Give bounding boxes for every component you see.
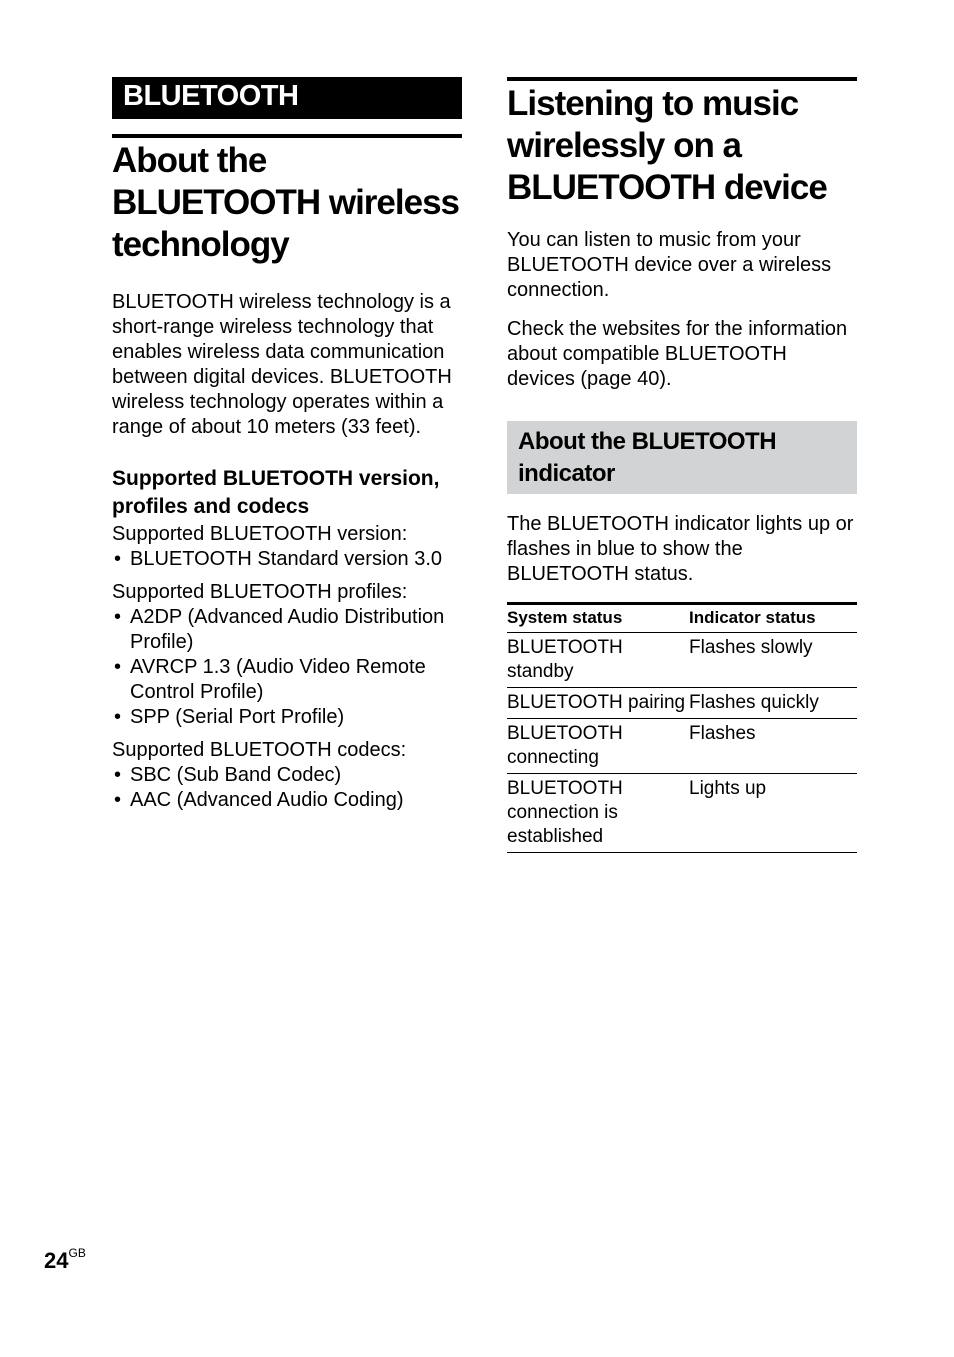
page-number-suffix: GB — [68, 1246, 86, 1260]
list-item: • A2DP (Advanced Audio Distribution Profile) — [112, 605, 462, 655]
list-item: • AAC (Advanced Audio Coding) — [112, 788, 462, 813]
list-item: • BLUETOOTH Standard version 3.0 — [112, 547, 462, 572]
version-label: Supported BLUETOOTH version: — [112, 523, 408, 545]
supported-subheading: Supported BLUETOOTH version, profiles and codecs — [112, 467, 440, 518]
status-table — [507, 602, 857, 853]
section-label: BLUETOOTH — [112, 77, 462, 119]
left-title: About the BLUETOOTH wireless technology — [112, 134, 462, 266]
profiles-list — [112, 605, 462, 730]
codecs-label: Supported BLUETOOTH codecs: — [112, 739, 407, 761]
column-header: System status — [507, 604, 689, 633]
table-row — [507, 688, 857, 719]
table-cell: BLUETOOTH pairing — [507, 688, 689, 719]
table-cell: BLUETOOTH connection is established — [507, 774, 689, 853]
table-row — [507, 719, 857, 774]
right-title: Listening to music wirelessly on a BLUETOOTH device — [507, 77, 857, 209]
table-cell: Lights up — [689, 774, 857, 853]
list-item: • SBC (Sub Band Codec) — [112, 763, 462, 788]
left-column — [112, 77, 462, 813]
websites-paragraph: Check the websites for the information about compatible BLUETOOTH devices (page 40). — [507, 318, 848, 390]
codecs-list — [112, 763, 462, 813]
list-item: • SPP (Serial Port Profile) — [112, 705, 462, 730]
profiles-label: Supported BLUETOOTH profiles: — [112, 581, 408, 603]
codecs-group — [112, 738, 462, 813]
table-cell: Flashes quickly — [689, 688, 857, 719]
page-number — [44, 1248, 86, 1274]
indicator-heading: About the BLUETOOTH indicator — [507, 421, 857, 494]
table-row — [507, 633, 857, 688]
indicator-paragraph: The BLUETOOTH indicator lights up or flashes in blue to show the BLUETOOTH status. — [507, 513, 854, 585]
column-header: Indicator status — [689, 604, 857, 633]
table-cell: Flashes — [689, 719, 857, 774]
version-group — [112, 522, 462, 572]
list-item: • AVRCP 1.3 (Audio Video Remote Control Profile) — [112, 655, 462, 705]
listen-paragraph: You can listen to music from your BLUETOOTH device over a wireless connection. — [507, 229, 832, 301]
table-cell: Flashes slowly — [689, 633, 857, 688]
table-cell: BLUETOOTH connecting — [507, 719, 689, 774]
version-list — [112, 547, 462, 572]
profiles-group — [112, 580, 462, 730]
right-column — [507, 77, 857, 853]
page-number-value: 24 — [44, 1248, 69, 1273]
intro-paragraph: BLUETOOTH wireless technology is a short-range wireless technology that enables wireless data communication between digital devices. BLUETOOTH wireless technology operates within a range of about 10 meters (33 feet). — [112, 291, 452, 438]
table-header-row — [507, 604, 857, 633]
table-row — [507, 774, 857, 853]
table-cell: BLUETOOTH standby — [507, 633, 689, 688]
